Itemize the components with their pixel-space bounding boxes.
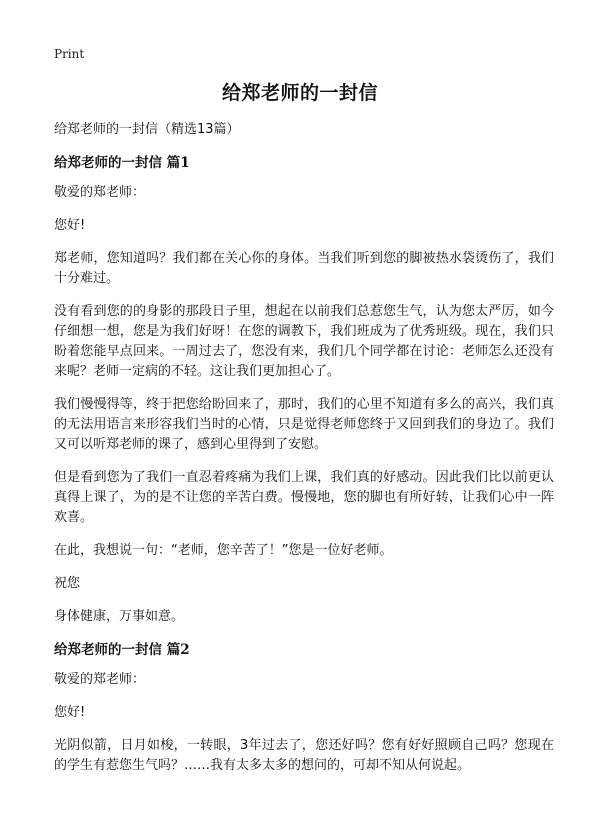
body-paragraph: 郑老师，您知道吗？我们都在关心你的身体。当我们听到您的脚被热水袋烫伤了，我们十分难过。 bbox=[54, 251, 554, 286]
salutation: 敬爱的郑老师： bbox=[54, 185, 146, 200]
body-paragraph: 没有看到您的的身影的那段日子里，想起在以前我们总惹您生气，认为您太严厉，如今仔细想一想，您是为我们好呀！在您的调教下，我们班成为了优秀班级。现在，我们只盼着您能早点回来。一周过去了，您没有来，我们几个同学都在讨论：老师怎么还没有来呢？老师一定病的不轻。这让我们更加担心了。 bbox=[54, 304, 554, 379]
body-paragraph: 我们慢慢得等，终于把您给盼回来了，那时，我们的心里不知道有多么的高兴，我们真的无法用语言来形容我们当时的心情，只是觉得老师您终于又回到我们的身边了。我们又可以听郑老师的课了，感到心里得到了安慰。 bbox=[54, 397, 554, 452]
document-body bbox=[54, 120, 554, 789]
section-heading: 给郑老师的一封信 篇1 bbox=[54, 155, 190, 171]
section-1 bbox=[54, 153, 554, 627]
document-subtitle: 给郑老师的一封信（精选13篇） bbox=[54, 122, 240, 137]
body-paragraph: 但是看到您为了我们一直忍着疼痛为我们上课，我们真的好感动。因此我们比以前更认真得上课了，为的是不让您的辛苦白费。慢慢地，您的脚也有所好转，让我们心中一阵欢喜。 bbox=[54, 470, 554, 525]
body-paragraph: 光阴似箭，日月如梭，一转眼，3年过去了，您还好吗？您有好好照顾自己吗？您现在的学生有惹您生气吗？……我有太多太多的想问的，可却不知从何说起。 bbox=[54, 738, 554, 773]
greeting: 您好! bbox=[54, 705, 86, 720]
salutation: 敬爱的郑老师： bbox=[54, 672, 146, 687]
section-heading: 给郑老师的一封信 篇2 bbox=[54, 642, 190, 658]
greeting: 您好! bbox=[54, 218, 86, 233]
print-label: Print bbox=[54, 47, 85, 61]
closing-wish: 身体健康，万事如意。 bbox=[54, 609, 185, 624]
section-2 bbox=[54, 640, 554, 776]
closing-line: 祝您 bbox=[54, 576, 81, 591]
document-title: 给郑老师的一封信 bbox=[221, 82, 378, 104]
body-paragraph: 在此，我想说一句：“老师，您辛苦了！”您是一位好老师。 bbox=[54, 543, 393, 558]
